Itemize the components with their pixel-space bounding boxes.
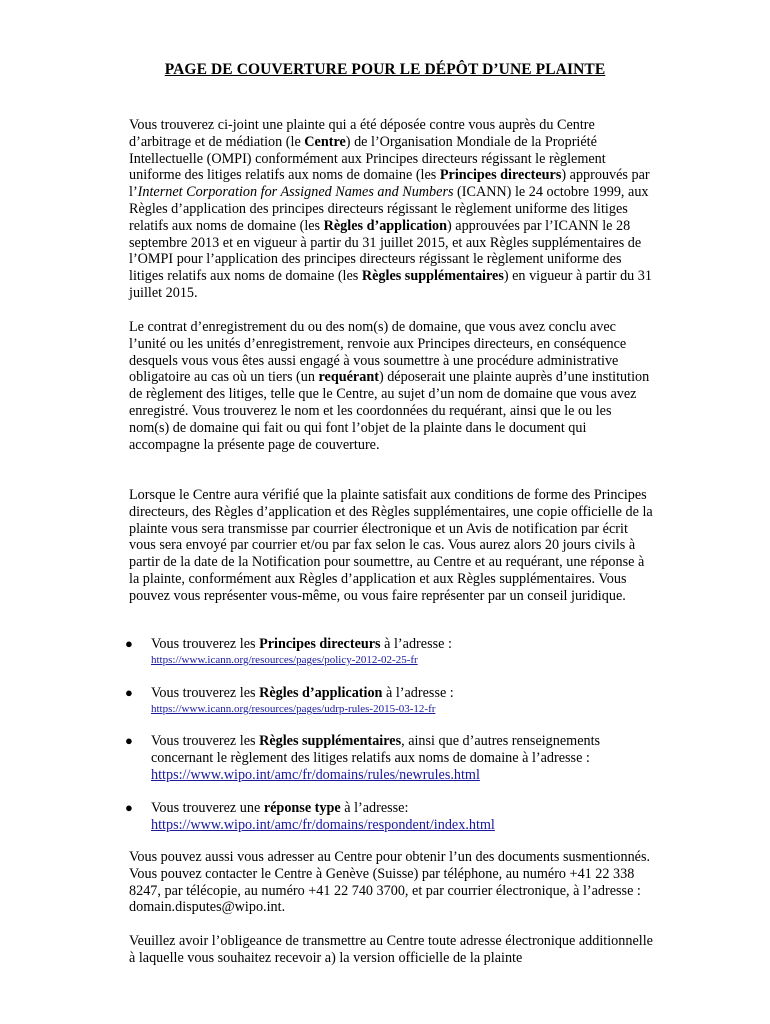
- p1-text-5: ) approuvées par l’ICANN le 28 septembre 2013 et en vigueur à partir du 31 juillet 2015, et aux Règles supplémentaires de l’OMPI pour l’application des principes directeurs régissant le règlement uniforme des litiges relatifs aux noms de domaine (les: [129, 217, 642, 285]
- list-item-text: [151, 733, 661, 783]
- reponse-type-link[interactable]: https://www.wipo.int/amc/fr/domains/respondent/index.html: [151, 816, 495, 833]
- list-item-bold: Principes directeurs: [259, 636, 381, 652]
- contract-paragraph: [129, 319, 654, 453]
- p1-text-3: ) approuvés par l’: [129, 167, 650, 201]
- bullet-icon: ●: [125, 733, 133, 748]
- regles-application-link[interactable]: https://www.icann.org/resources/pages/udrp-rules-2015-03-12-fr: [151, 702, 436, 715]
- regles-application-term: Règles d’application: [323, 217, 447, 234]
- regles-supplementaires-term: Règles supplémentaires: [361, 268, 504, 285]
- intro-paragraph: [129, 117, 654, 302]
- list-item-bold: Règles supplémentaires: [259, 733, 402, 749]
- p1-text-4: (ICANN) le 24 octobre 1999, aux Règles d’application des principes directeurs régissant le règlement uniforme des litiges relatifs aux noms de domaine (les: [129, 184, 649, 234]
- list-item-bold: Règles d’application: [259, 685, 383, 701]
- bullet-icon: ●: [125, 636, 133, 651]
- list-item-pre: Vous trouverez les: [151, 733, 260, 749]
- notification-paragraph: Lorsque le Centre aura vérifié que la plainte satisfait aux conditions de forme des Principes directeurs, des Règles d’application et des Règles supplémentaires, une copie officielle de la plainte vous sera transmisse par courrier électronique et un Avis de notification par écrit vous sera envoyé par courrier et/ou par fax selon le cas. Vous aurez alors 20 jours civils à partir de la date de la Notification pour soumettre, au Centre et au requérant, une réponse à la plainte, conformément aux Règles d’application et aux Règles supplémentaires. Vous pouvez vous représenter vous-même, ou vous faire représenter par un conseil juridique.: [129, 487, 653, 604]
- bullet-icon: ●: [125, 800, 133, 815]
- page-title: PAGE DE COUVERTURE POUR LE DÉPÔT D’UNE PLAINTE: [164, 61, 606, 78]
- p1-text-6: ) en vigueur à partir du 31 juillet 2015.: [129, 268, 652, 301]
- p1-text-2: ) de l’Organisation Mondiale de la Propriété Intellectuelle (OMPI) conformément aux Principes directeurs régissant le règlement uniforme des litiges relatifs aux noms de domaine (les: [129, 133, 606, 184]
- list-item-text: [151, 685, 661, 716]
- principes-link[interactable]: https://www.icann.org/resources/pages/policy-2012-02-25-fr: [151, 653, 418, 666]
- p2-text-1: Le contrat d’enregistrement du ou des nom(s) de domaine, que vous avez conclu avec l’unité ou les unités d’enregistrement, renvoie aux Principes directeurs, en conséquence desquels vous vous êtes aussi engagé à vous soumettre à une procédure administrative obligatoire au cas où un tiers (un: [129, 319, 627, 386]
- list-item-post: à l’adresse :: [380, 636, 452, 652]
- list-item-post: à l’adresse:: [340, 800, 409, 816]
- list-item-pre: Vous trouverez les: [151, 636, 260, 652]
- icann-name: Internet Corporation for Assigned Names and Numbers: [137, 184, 454, 201]
- contact-paragraph: Vous pouvez aussi vous adresser au Centre pour obtenir l’un des documents susmentionnés. Vous pouvez contacter le Centre à Genève (Suisse) par téléphone, au numéro +41 22 338 8247, par télécopie, au numéro +41 22 740 3700, et par courrier électronique, à l’adresse : domain.disputes@wipo.int.: [129, 849, 651, 916]
- list-item-text: [151, 636, 661, 667]
- list-item-pre: Vous trouverez une: [151, 800, 264, 816]
- principes-term: Principes directeurs: [439, 167, 562, 184]
- list-item-text: [151, 800, 661, 834]
- list-item-post: à l’adresse :: [382, 685, 454, 701]
- p1-text-1: Vous trouverez ci-joint une plainte qui a été déposée contre vous auprès du Centre d’arbitrage et de médiation (le: [129, 117, 595, 150]
- centre-term: Centre: [304, 133, 346, 150]
- list-item-post: , ainsi que d’autres renseignements concernant le règlement des litiges relatifs aux noms de domaine à l’adresse :: [151, 733, 601, 766]
- list-item-bold: réponse type: [263, 800, 341, 816]
- email-request-paragraph: Veuillez avoir l’obligeance de transmettre au Centre toute adresse électronique additionnelle à laquelle vous souhaitez recevoir a) la version officielle de la plainte: [129, 933, 653, 966]
- list-item-pre: Vous trouverez les: [151, 685, 260, 701]
- p2-text-2: ) déposerait une plainte auprès d’une institution de règlement des litiges, telle que le Centre, au sujet d’un nom de domaine que vous avez enregistré. Vous trouverez le nom et les coordonnées du requérant, ainsi que le ou les nom(s) de domaine qui fait ou qui font l’objet de la plainte dans le document qui accompagne la présente page de couverture.: [129, 369, 650, 453]
- regles-supplementaires-link[interactable]: https://www.wipo.int/amc/fr/domains/rules/newrules.html: [151, 766, 480, 783]
- bullet-icon: ●: [125, 685, 133, 700]
- requerant-term: requérant: [318, 369, 379, 386]
